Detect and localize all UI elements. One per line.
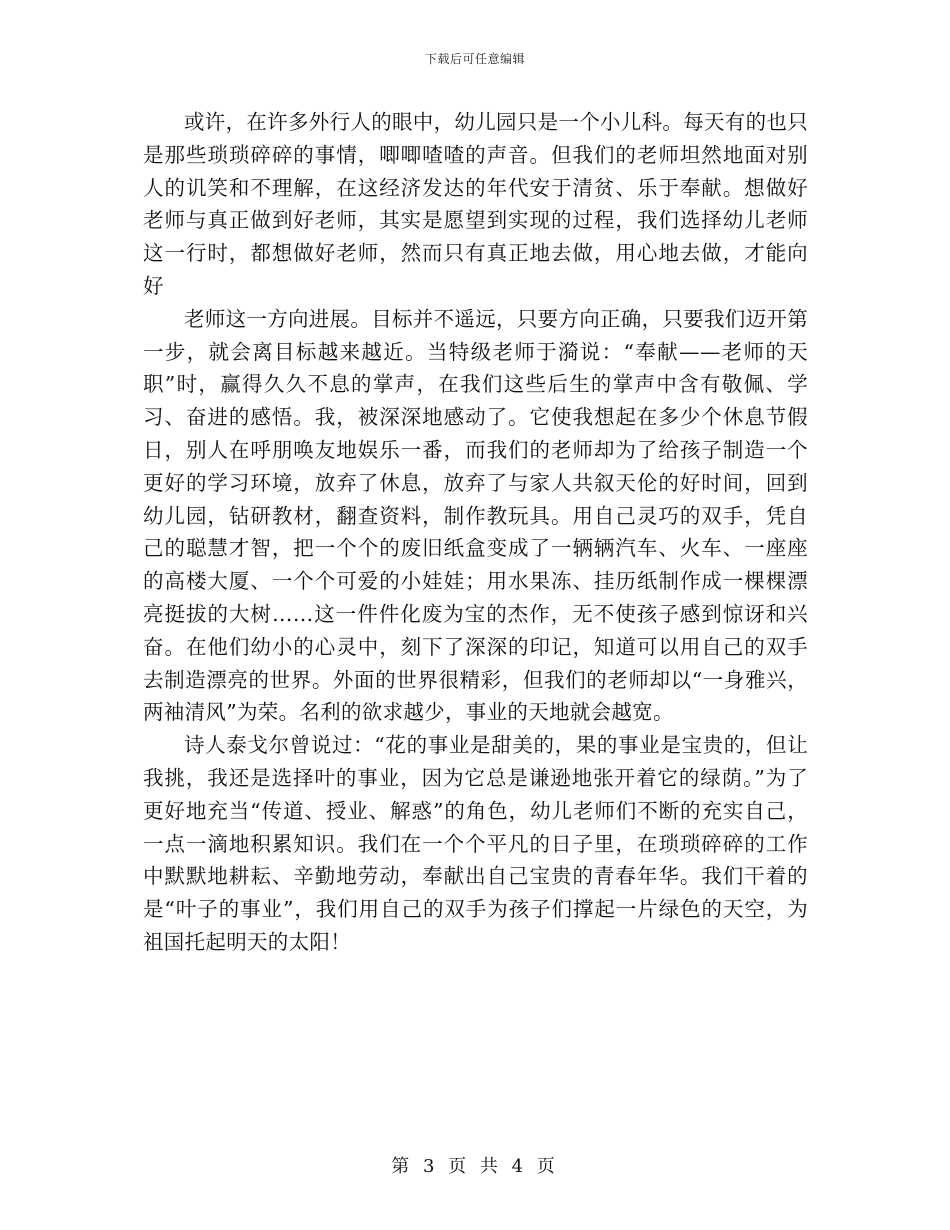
paragraph-2: 老师这一方向进展。目标并不遥远，只要方向正确，只要我们迈开第一步，就会离目标越来越近。当特级老师于漪说：“奉献——老师的天职”时，赢得久久不息的掌声，在我们这些后生的掌声中含有敬佩、学习、奋进的感悟。我，被深深地感动了。它使我想起在多少个休息节假日，别人在呼朋唤友地娱乐一番，而我们的老师却为了给孩子制造一个更好的学习环境，放弃了休息，放弃了与家人共叙天伦的好时间，回到幼儿园，钻研教材，翻查资料，制作教玩具。用自己灵巧的双手，凭自己的聪慧才智，把一个个的废旧纸盒变成了一辆辆汽车、火车、一座座的高楼大厦、一个个可爱的小娃娃；用水果冻、挂历纸制作成一棵棵漂亮挺拔的大树……这一件件化废为宝的杰作，无不使孩子感到惊讶和兴奋。在他们幼小的心灵中，刻下了深深的印记，知道可以用自己的双手去制造漂亮的世界。外面的世界很精彩，但我们的老师却以“一身雅兴，两袖清风”为荣。名利的欲求越少，事业的天地就会越宽。 xyxy=(143,306,808,725)
header-note: 下载后可任意编辑 xyxy=(424,52,525,66)
document-body xyxy=(143,106,808,959)
paragraph-3: 诗人泰戈尔曾说过：“花的事业是甜美的，果的事业是宝贵的，但让我挑，我还是选择叶的事业，因为它总是谦逊地张开着它的绿荫。”为了更好地充当“传道、授业、解惑”的角色，幼儿老师们不断的充实自己，一点一滴地积累知识。我们在一个个平凡的日子里，在琐琐碎碎的工作中默默地耕耘、辛勤地劳动，奉献出自己宝贵的青春年华。我们干着的是“叶子的事业”，我们用自己的双手为孩子们撑起一片绿色的天空，为祖国托起明天的太阳！ xyxy=(143,733,808,954)
paragraph-1: 或许，在许多外行人的眼中，幼儿园只是一个小儿科。每天有的也只是那些琐琐碎碎的事情，唧唧喳喳的声音。但我们的老师坦然地面对别人的讥笑和不理解，在这经济发达的年代安于清贫、乐于奉献。想做好老师与真正做到好老师，其实是愿望到实现的过程，我们选择幼儿老师这一行时，都想做好老师，然而只有真正地去做，用心地去做，才能向好 xyxy=(143,110,808,298)
page-number-footer: 第 3 页 共 4 页 xyxy=(391,1156,559,1177)
